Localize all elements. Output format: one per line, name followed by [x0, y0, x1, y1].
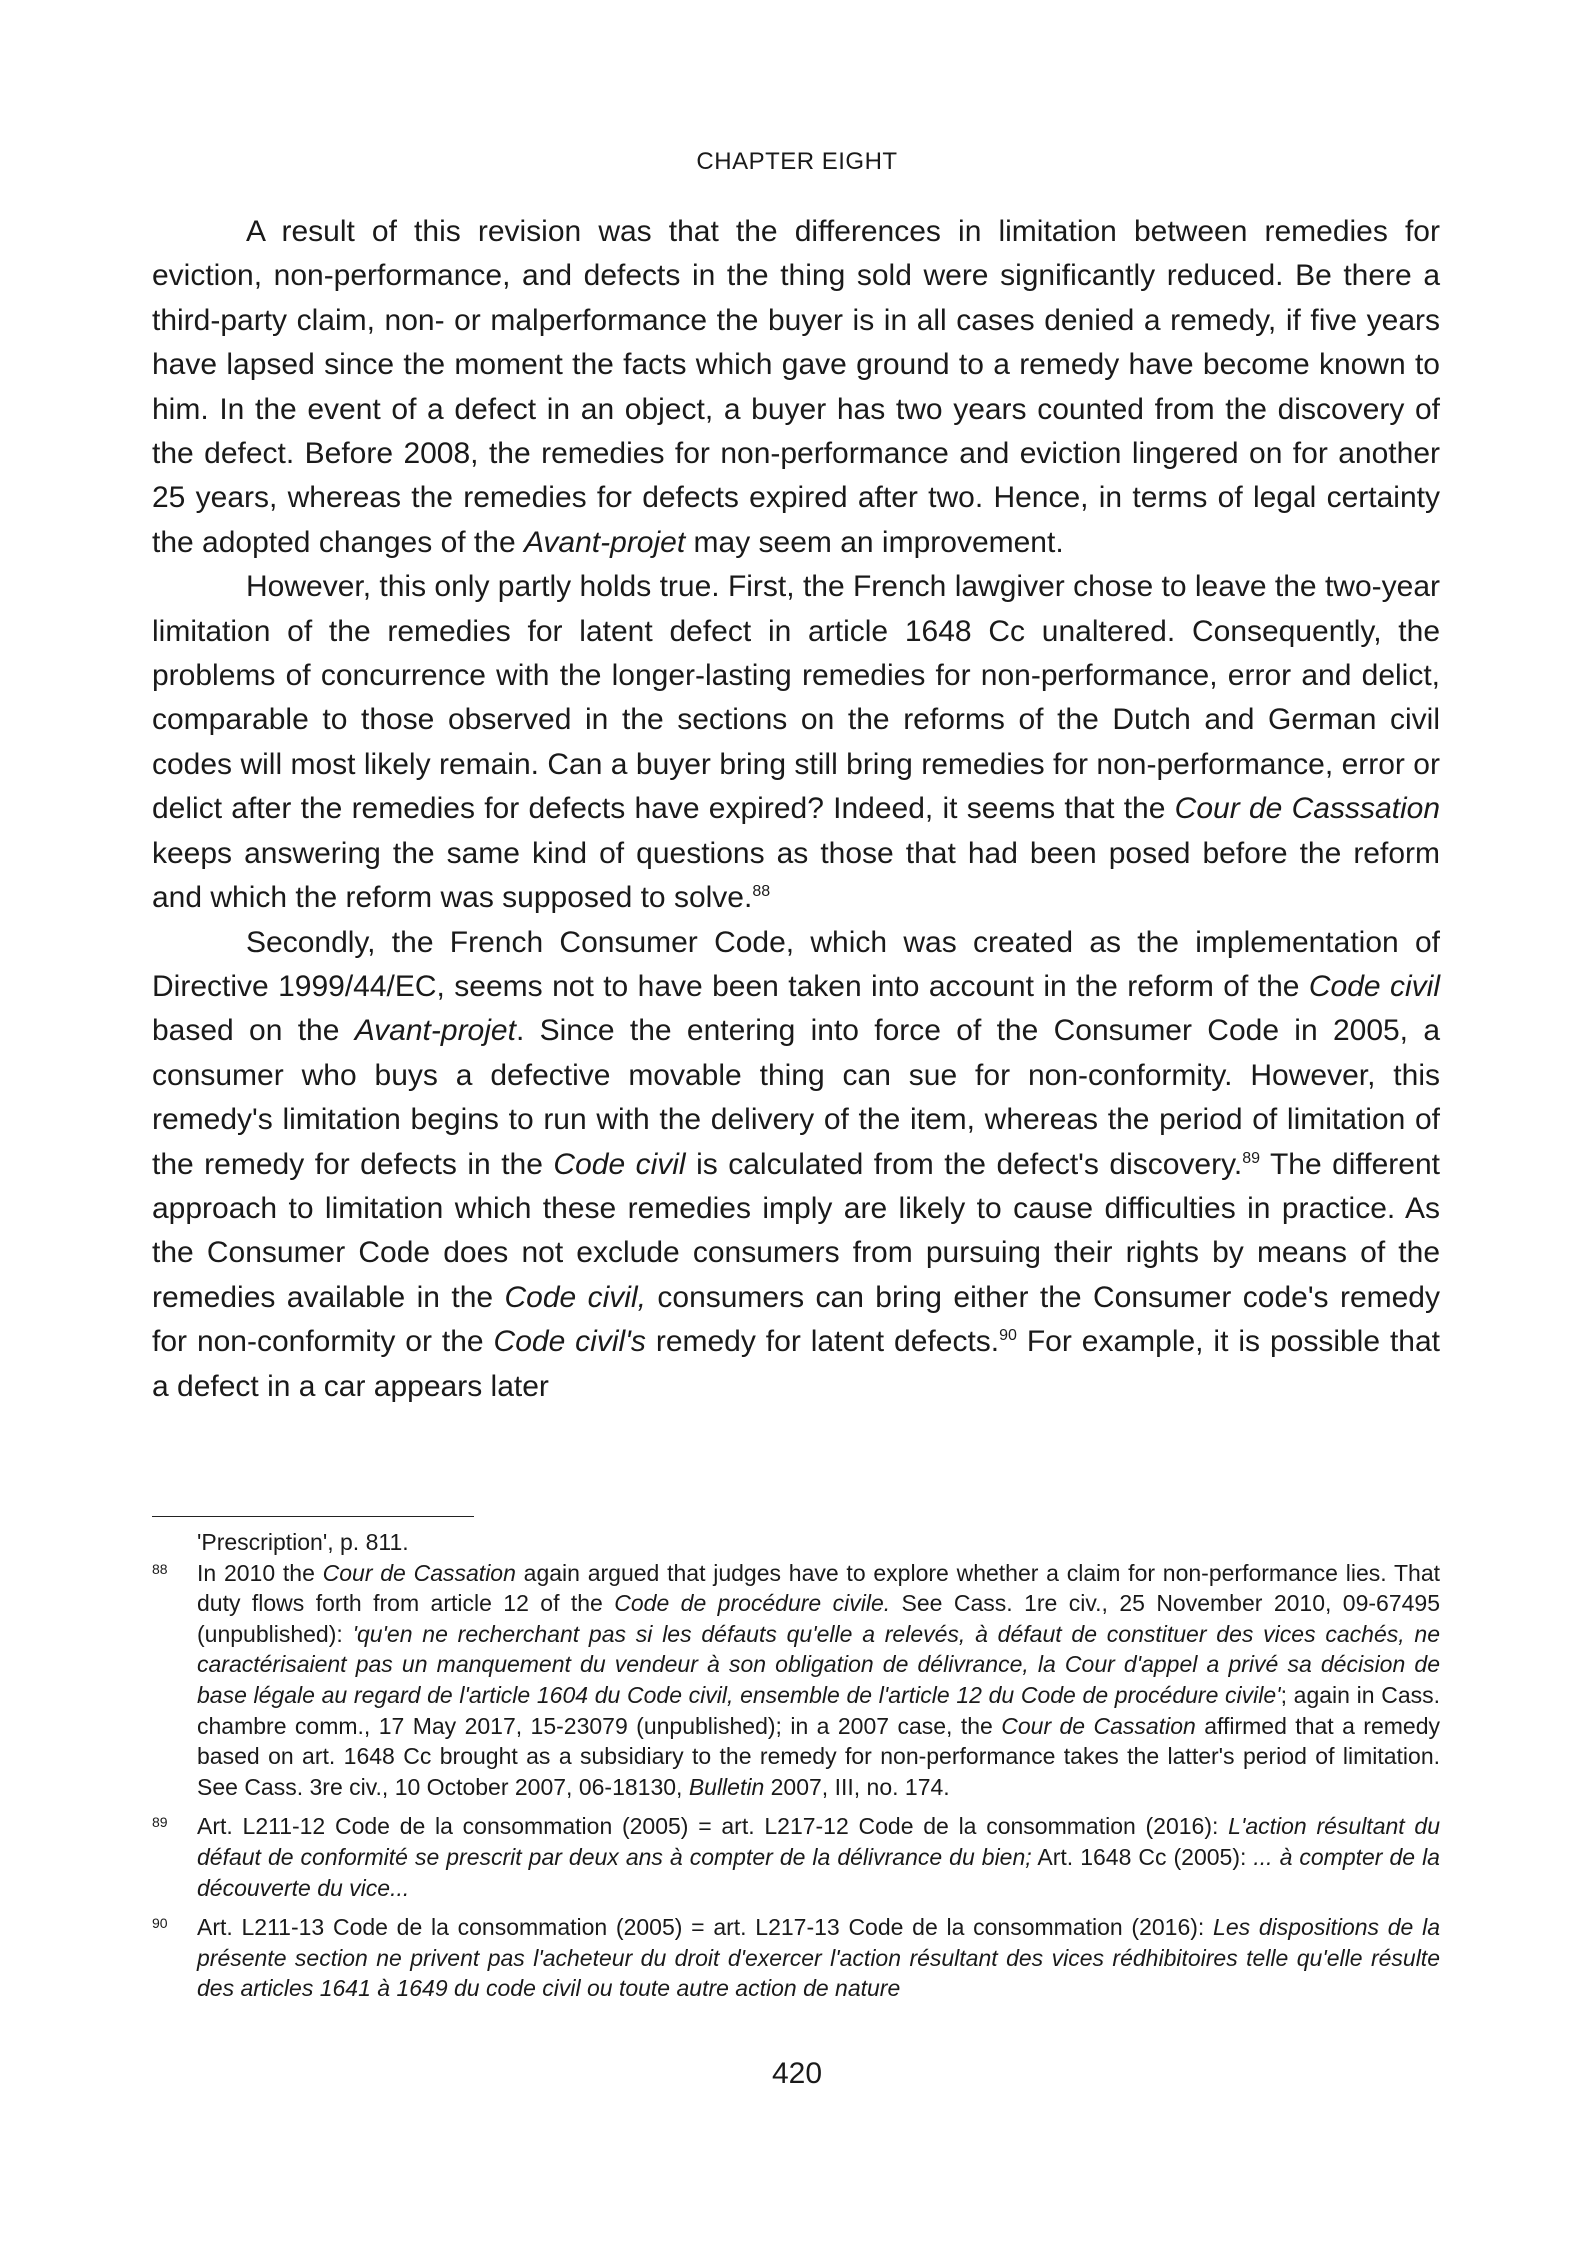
- paragraph-3: [152, 921, 1440, 1409]
- italic-term: Cour de Cassation: [1001, 1712, 1196, 1739]
- text-run: 'Prescription', p. 811.: [197, 1529, 409, 1555]
- running-header: CHAPTER EIGHT: [696, 148, 898, 175]
- text-run: may seem an improvement.: [685, 525, 1064, 559]
- text-run: again argued that judges have to explore whether a claim for non-performance lies. That duty flows forth from article 12 of the: [197, 1559, 1440, 1617]
- text-run: remedy for latent defects.: [645, 1325, 1000, 1359]
- italic-term: Cour de Casssation: [1174, 792, 1440, 826]
- footnote-divider: [152, 1516, 474, 1517]
- italic-term: Avant-projet: [354, 1014, 516, 1048]
- text-run: Art. 1648 Cc (2005):: [1031, 1843, 1254, 1870]
- text-run: keeps answering the same kind of questions as those that had been posed before the reform and which the reform was supposed to solve.: [152, 836, 1440, 915]
- text-run: The different approach to limitation which these remedies imply are likely to cause difficulties in practice. As the Consumer Code does not exclude consumers from pursuing their rights by means of the remedies available in the: [152, 1147, 1440, 1314]
- footnote-88: [152, 1558, 1440, 1803]
- text-run: affirmed that a remedy based on art. 1648 Cc brought as a subsidiary to the remedy for non-performance takes the latter's period of limitation. See Cass. 3re civ., 10 October 2007, 06-18130,: [197, 1712, 1440, 1800]
- page-number: 420: [771, 2057, 823, 2090]
- footnotes: [152, 1527, 1440, 2004]
- italic-quote: 'qu'en ne recherchant pas si les défauts qu'elle a relevés, à défaut de constituer des vices cachés, ne caractérisaient pas un manquement du vendeur à son obligation de délivrance, la Cour d'appel a privé sa décision de base légale au regard de l'article 1604 du Code civil, ensemble de l'article 12 du Code de procédure civile': [197, 1620, 1440, 1708]
- italic-quote: L'action résultant du défaut de conformité se prescrit par deux ans à compter de la délivrance du bien;: [197, 1813, 1440, 1870]
- paragraph-1: [152, 210, 1440, 565]
- text-run: based on the: [152, 1014, 355, 1048]
- footnote-90: [152, 1912, 1440, 2004]
- text-run: For example, it is possible that a defect in a car appears later: [152, 1325, 1440, 1403]
- footnote-number: 90: [152, 1915, 168, 1932]
- text-run: ; again in Cass. chambre comm., 17 May 2017, 15-23079 (unpublished); in a 2007 case, the: [197, 1681, 1441, 1739]
- text-run: Art. L211-12 Code de la consommation (2005) = art. L217-12 Code de la consommation (2016):: [197, 1813, 1229, 1840]
- footnote-number: 88: [152, 1560, 168, 1577]
- italic-quote: ... à compter de la découverte du vice...: [197, 1843, 1440, 1901]
- footnote-ref-88[interactable]: 88: [752, 883, 771, 901]
- text-run: Secondly, the French Consumer Code, which was created as the implementation of Directive 1999/44/EC, seems not to have been taken into account in the reform of the: [152, 925, 1440, 1003]
- italic-term: Code civil,: [504, 1280, 646, 1314]
- italic-term: Bulletin: [688, 1773, 765, 1800]
- footnote-number: 89: [152, 1814, 168, 1831]
- text-run: See Cass. 1re civ., 25 November 2010, 09-67495 (unpublished):: [197, 1590, 1440, 1647]
- text-run: 2007, III, no. 174.: [764, 1773, 950, 1800]
- footnote-ref-89[interactable]: 89: [1242, 1149, 1261, 1167]
- text-run: A result of this revision was that the differences in limitation between remedies for eviction, non-performance, and defects in the thing sold were significantly reduced. Be there a third-party claim, non- or malperformance the buyer is in all cases denied a remedy, if five years have lapsed since the moment the facts which gave ground to a remedy have become known to him. In the event of a defect in an object, a buyer has two years counted from the discovery of the defect. Before 2008, the remedies for non-performance and eviction lingered on for another 25 years, whereas the remedies for defects expired after two. Hence, in terms of legal certainty the adopted changes of the: [152, 215, 1440, 559]
- italic-term: Code civil: [553, 1147, 686, 1181]
- footnote-89: [152, 1811, 1440, 1903]
- text-run: Art. L211-13 Code de la consommation (2005) = art. L217-13 Code de la consommation (2016):: [197, 1914, 1214, 1941]
- main-text: [152, 210, 1440, 1409]
- footnote-ref-90[interactable]: 90: [999, 1327, 1017, 1345]
- text-run: In 2010 the: [197, 1559, 323, 1586]
- italic-term: Code civil's: [493, 1325, 646, 1359]
- italic-term: Code civil: [1308, 969, 1440, 1003]
- text-run: is calculated from the defect's discovery.: [685, 1147, 1243, 1181]
- text-run: However, this only partly holds true. First, the French lawgiver chose to leave the two-year limitation of the remedies for latent defect in article 1648 Cc unaltered. Consequently, the problems of concurrence with the longer-lasting remedies for non-performance, error and delict, comparable to those observed in the sections on the reforms of the Dutch and German civil codes will most likely remain. Can a buyer bring still bring remedies for non-performance, error or delict after the remedies for defects have expired? Indeed, it seems that the: [152, 570, 1440, 826]
- italic-term: Avant-projet: [523, 525, 686, 559]
- italic-term: Code de procédure civile.: [614, 1590, 891, 1617]
- paragraph-2: [152, 565, 1440, 920]
- text-run: . Since the entering into force of the Consumer Code in 2005, a consumer who buys a defective movable thing can sue for non-conformity. However, this remedy's limitation begins to run with the delivery of the item, whereas the period of limitation of the remedy for defects in the: [152, 1014, 1441, 1181]
- footnote-continuation: [152, 1527, 1440, 1558]
- italic-term: Cour de Cassation: [322, 1559, 516, 1586]
- text-run: consumers can bring either the Consumer code's remedy for non-conformity or the: [152, 1280, 1440, 1359]
- italic-quote: Les dispositions de la présente section ne privent pas l'acheteur du droit d'exercer l'action résultant des vices rédhibitoires telle qu'elle résulte des articles 1641 à 1649 du code civil ou toute autre action de nature: [197, 1914, 1440, 2002]
